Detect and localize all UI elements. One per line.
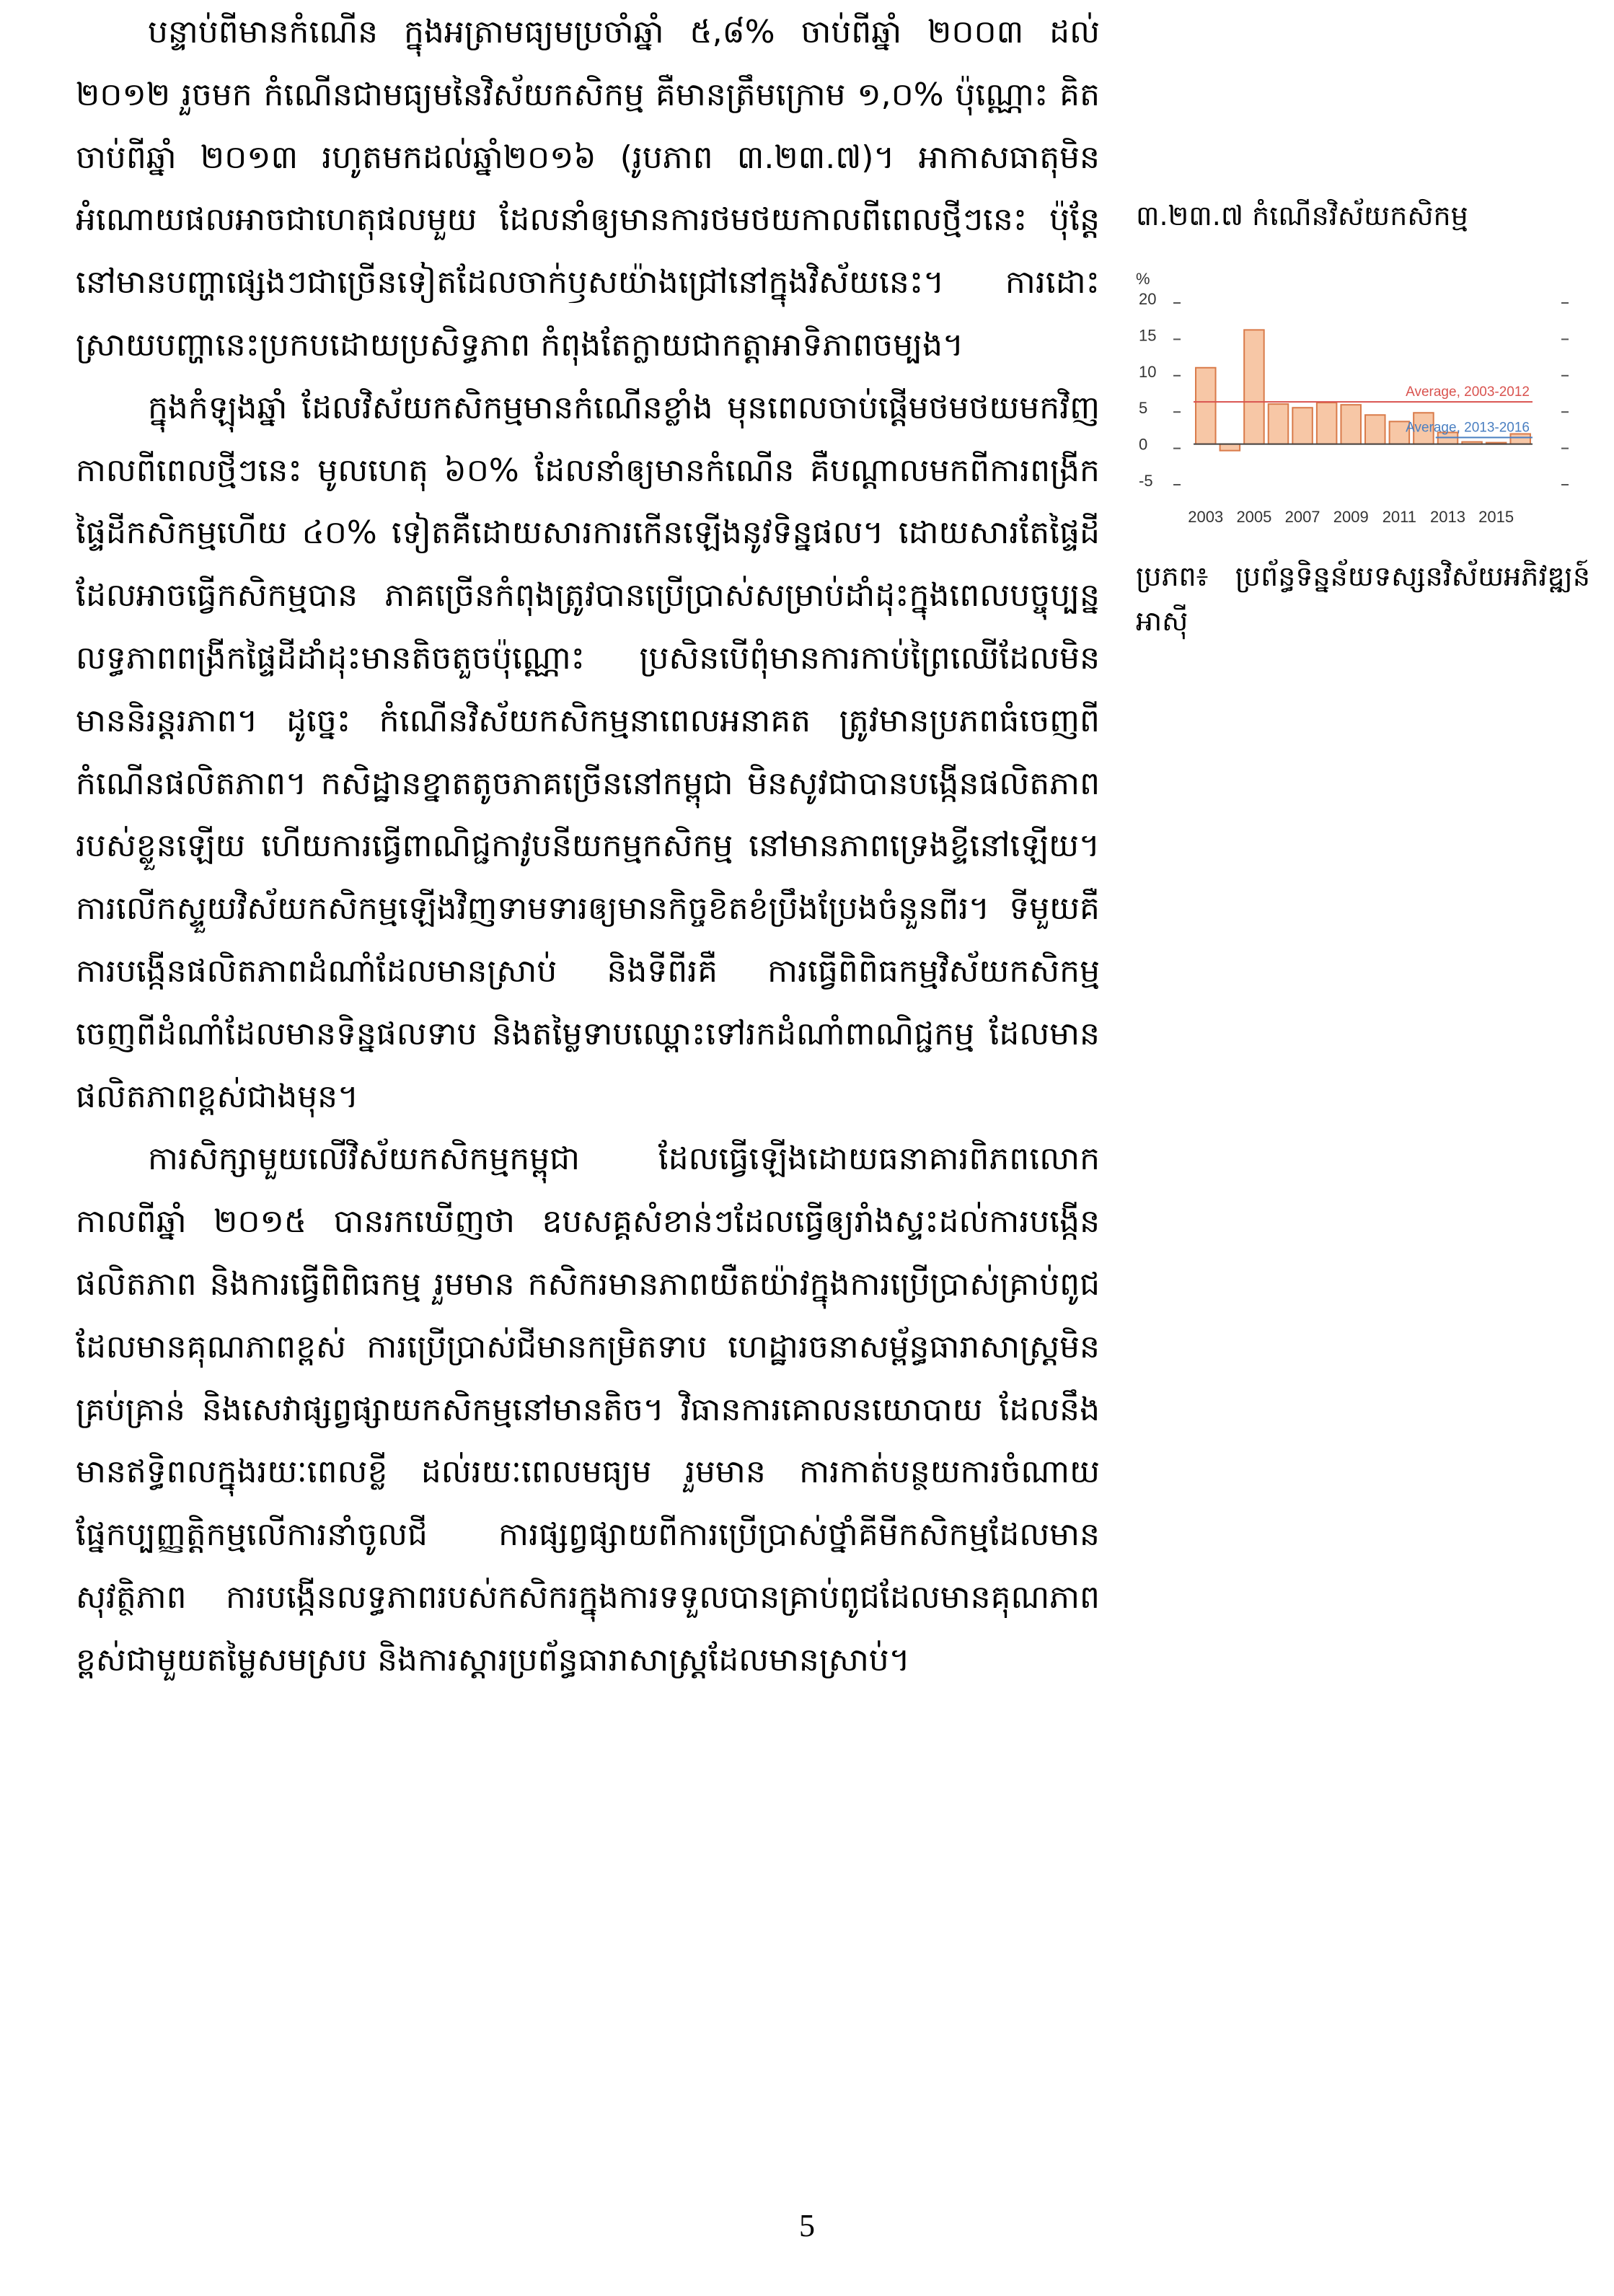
x-tick-label: 2003 xyxy=(1188,508,1224,526)
figure xyxy=(1136,180,1590,643)
figure-caption: ៣.២៣.៧ កំណើនវិស័យកសិកម្ម xyxy=(1136,200,1468,232)
average-label-2: Average, 2013-2016 xyxy=(1406,420,1530,436)
page-number: 5 xyxy=(799,2208,815,2243)
average-label-1: Average, 2003-2012 xyxy=(1406,384,1530,400)
paragraph-1: បន្ទាប់ពីមានកំណើន ក្នុងអត្រាមធ្យមប្រចាំឆ្នាំ ៥,៨% ចាប់ពីឆ្នាំ ២០០៣ ដល់ ២០១២ រួចមក កំណើនជាមធ្យមនៃវិស័យកសិកម្ម គឺមានត្រឹមក្រោម ១,០% ប៉ុណ្ណោះ គិតចាប់ពីឆ្នាំ ២០១៣ រហូតមកដល់ឆ្នាំ២០១៦ (រូបភាព ៣.២៣.៧)។ អាកាសធាតុមិនអំណោយផលអាចជាហេតុផលមួយ ដែលនាំឲ្យមានការថមថយកាលពីពេលថ្មីៗនេះ ប៉ុន្តែនៅមានបញ្ហាផ្សេងៗជាច្រើនទៀតដែលចាក់ឫសយ៉ាងជ្រៅនៅក្នុងវិស័យនេះ។ ការដោះស្រាយបញ្ហានេះប្រកបដោយប្រសិទ្ធភាព កំពុងតែក្លាយជាកត្តាអាទិភាពចម្បង។ xyxy=(76,14,1100,364)
y-tick-label: 15 xyxy=(1139,326,1157,345)
x-tick-label: 2005 xyxy=(1236,508,1272,526)
y-tick-label: 0 xyxy=(1139,435,1148,454)
bar-chart xyxy=(1136,270,1583,529)
y-tick-label: 10 xyxy=(1139,362,1157,381)
bar-2004 xyxy=(1220,444,1240,451)
bar-2005 xyxy=(1244,330,1264,444)
y-tick-label: 5 xyxy=(1139,399,1148,418)
paragraph-2: ក្នុងកំឡុងឆ្នាំ ដែលវិស័យកសិកម្មមានកំណើនខ្លាំង មុនពេលចាប់ផ្តើមថមថយមកវិញកាលពីពេលថ្មីៗនេះ មូលហេតុ ៦០% ដែលនាំឲ្យមានកំណើន គឺបណ្តាលមកពីការពង្រីកផ្ទៃដីកសិកម្មហើយ ៤០% ទៀតគឺដោយសារការកើនឡើងនូវទិន្នផល។ ដោយសារតែផ្ទៃដីដែលអាចធ្វើកសិកម្មបាន ភាគច្រើនកំពុងត្រូវបានប្រើប្រាស់សម្រាប់ដាំដុះក្នុងពេលបច្ចុប្បន្ន លទ្ធភាពពង្រីកផ្ទៃដីដាំដុះមានតិចតួចប៉ុណ្ណោះ ប្រសិនបើពុំមានការកាប់ព្រៃឈើដែលមិនមាននិរន្តរភាព។ ដូច្នេះ កំណើនវិស័យកសិកម្មនាពេលអនាគត ត្រូវមានប្រភពធំចេញពីកំណើនផលិតភាព។ កសិដ្ឋានខ្នាតតូចភាគច្រើននៅកម្ពុជា មិនសូវជាបានបង្កើនផលិតភាពរបស់ខ្លួនឡើយ ហើយការធ្វើពាណិជ្ជកាវូបនីយកម្មកសិកម្ម នៅមានភាពទ្រេងខ្ទីនៅឡើយ។ ការលើកស្ទួយវិស័យកសិកម្មឡើងវិញទាមទារឲ្យមានកិច្ចខិតខំប្រឹងប្រែងចំនួនពីរ។ ទីមួយគឺការបង្កើនផលិតភាពដំណាំដែលមានស្រាប់ និងទីពីរគឺ ការធ្វើពិពិធកម្មវិស័យកសិកម្មចេញពីដំណាំដែលមានទិន្នផលទាប និងតម្លៃទាបឈ្ពោះទៅរកដំណាំពាណិជ្ជកម្ម ដែលមានផលិតភាពខ្ពស់ជាងមុន។ xyxy=(76,389,1100,1115)
figure-source: ប្រភព៖ ប្រព័ន្ធទិន្នន័យទស្សនវិស័យអភិវឌ្ឍន៍អាស៊ី xyxy=(1136,560,1590,637)
main-text xyxy=(76,0,1100,1692)
bar-2010 xyxy=(1365,415,1385,444)
x-tick-label: 2007 xyxy=(1284,508,1320,526)
y-axis-label: % xyxy=(1136,270,1150,288)
x-tick-label: 2013 xyxy=(1430,508,1465,526)
bar-2008 xyxy=(1317,403,1337,444)
y-tick-label: -5 xyxy=(1139,472,1153,490)
x-tick-label: 2009 xyxy=(1333,508,1369,526)
bar-2006 xyxy=(1269,404,1289,444)
bar-2016 xyxy=(1510,434,1530,444)
bar-2009 xyxy=(1341,405,1361,444)
bar-2007 xyxy=(1292,408,1313,444)
x-tick-label: 2015 xyxy=(1478,508,1514,526)
x-tick-label: 2011 xyxy=(1382,508,1417,526)
paragraph-3: ការសិក្សាមួយលើវិស័យកសិកម្មកម្ពុជា ដែលធ្វើឡើងដោយធនាគារពិភពលោកកាលពីឆ្នាំ ២០១៥ បានរកឃើញថា ឧបសគ្គសំខាន់ៗដែលធ្វើឲ្យរាំងស្ទះដល់ការបង្កើនផលិតភាព និងការធ្វើពិពិធកម្ម រួមមាន កសិករមានភាពយឺតយ៉ាវក្នុងការប្រើប្រាស់គ្រាប់ពូជដែលមានគុណភាពខ្ពស់ ការប្រើប្រាស់ជីមានកម្រិតទាប ហេដ្ឋារចនាសម្ព័ន្ធធារាសាស្ត្រមិនគ្រប់គ្រាន់ និងសេវាផ្សព្វផ្សាយកសិកម្មនៅមានតិច។ វិធានការគោលនយោបាយ ដែលនឹងមានឥទ្ធិពលក្នុងរយៈពេលខ្លី ដល់រយៈពេលមធ្យម រួមមាន ការកាត់បន្ថយការចំណាយផ្នែកប្បញ្ញត្តិកម្មលើការនាំចូលជី ការផ្សព្វផ្សាយពីការប្រើប្រាស់ថ្នាំគីមីកសិកម្មដែលមានសុវត្ថិភាព ការបង្កើនលទ្ធភាពរបស់កសិករក្នុងការទទួលបានគ្រាប់ពូជដែលមានគុណភាពខ្ពស់ជាមួយតម្លៃសមស្រប និងការស្តារប្រព័ន្ធធារាសាស្ត្រដែលមានស្រាប់។ xyxy=(76,1140,1100,1679)
y-tick-label: 20 xyxy=(1139,290,1157,308)
bar-2003 xyxy=(1196,368,1216,444)
